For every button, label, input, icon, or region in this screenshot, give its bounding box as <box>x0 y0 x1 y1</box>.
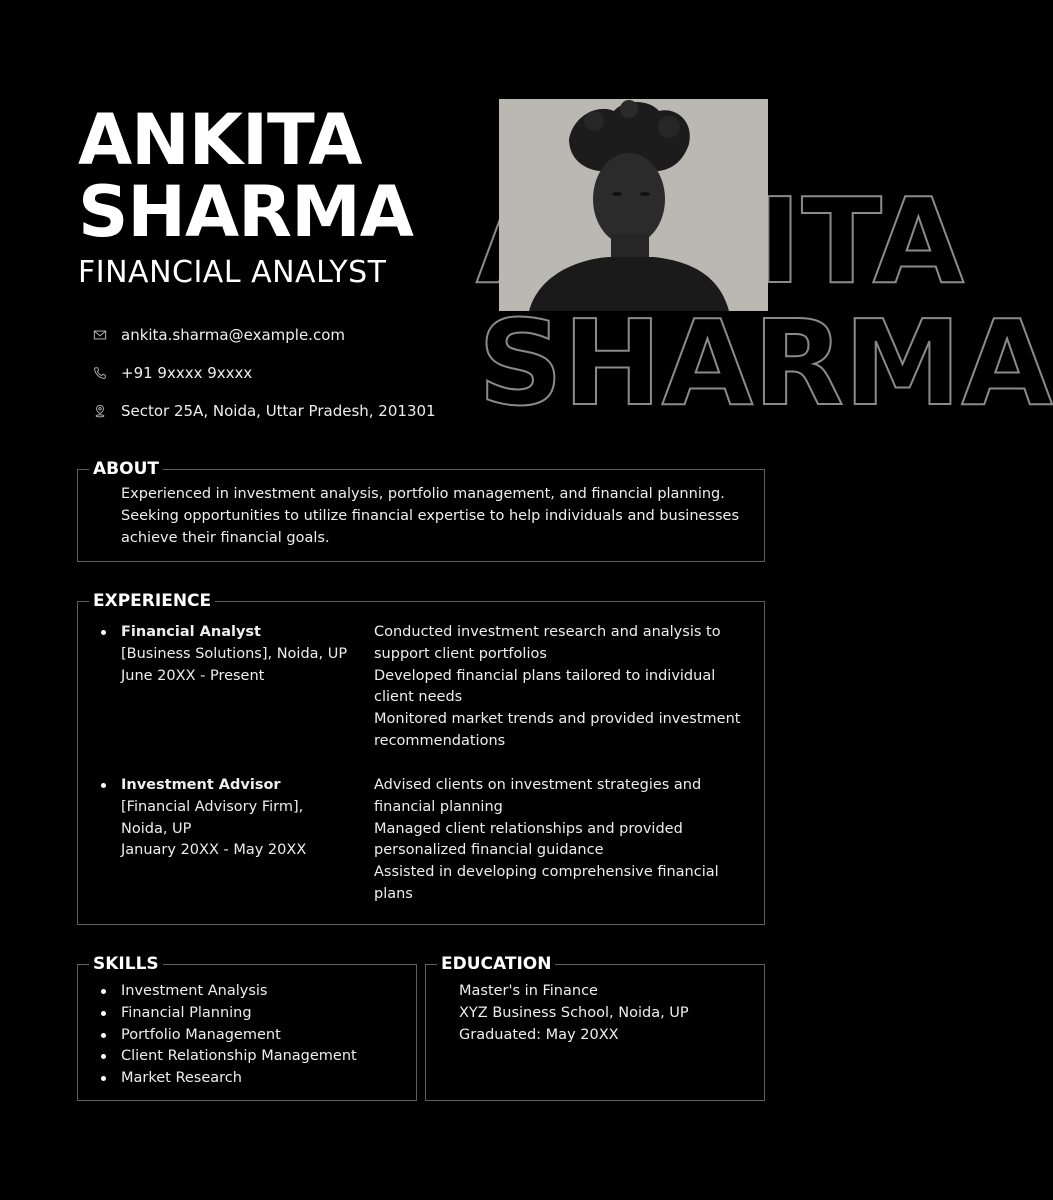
about-heading: ABOUT <box>89 459 163 479</box>
about-line: achieve their financial goals. <box>121 530 330 546</box>
job-role: FINANCIAL ANALYST <box>78 255 387 290</box>
job-title: Investment Advisor <box>121 777 281 793</box>
skill-label: Market Research <box>121 1070 242 1087</box>
skill-label: Financial Planning <box>121 1004 252 1021</box>
graduation-date: Graduated: May 20XX <box>459 1026 619 1043</box>
about-text <box>121 483 751 549</box>
education-details <box>459 981 749 1046</box>
bullet-icon <box>101 1033 106 1038</box>
contact-address <box>92 402 436 420</box>
job-detail-line: Developed financial plans tailored to individual <box>374 667 716 684</box>
job-detail-line: support client portfolios <box>374 645 547 662</box>
skill-item <box>121 1003 411 1025</box>
bullet-icon <box>101 630 106 635</box>
skill-item <box>121 1046 411 1068</box>
about-line: Experienced in investment analysis, portfolio management, and financial planning. <box>121 486 725 502</box>
job-dates: January 20XX - May 20XX <box>121 842 307 859</box>
phone-text: +91 9xxxx 9xxxx <box>121 364 253 382</box>
skill-label: Portfolio Management <box>121 1026 281 1043</box>
skill-label: Client Relationship Management <box>121 1048 357 1065</box>
job-detail-line: personalized financial guidance <box>374 842 604 859</box>
bullet-icon <box>101 783 106 788</box>
location-pin-icon <box>92 403 108 419</box>
last-name: SHARMA <box>78 171 413 253</box>
outline-last-name: SHARMA <box>478 294 1053 432</box>
portrait-illustration <box>499 99 768 311</box>
education-heading: EDUCATION <box>437 954 555 974</box>
email-text: ankita.sharma@example.com <box>121 326 345 344</box>
job-detail-line: Monitored market trends and provided investment <box>374 711 741 728</box>
job-title: Financial Analyst <box>121 624 261 640</box>
job-details <box>374 622 754 753</box>
job-detail-line: Advised clients on investment strategies and <box>374 777 702 793</box>
school: XYZ Business School, Noida, UP <box>459 1004 689 1021</box>
job-detail-line: recommendations <box>374 732 506 749</box>
address-text: Sector 25A, Noida, Uttar Pradesh, 201301 <box>121 402 436 420</box>
job-summary <box>121 622 366 687</box>
job-detail-line: Conducted investment research and analysis to <box>374 624 721 640</box>
job-details <box>374 775 754 906</box>
skill-label: Investment Analysis <box>121 983 268 999</box>
skills-heading: SKILLS <box>89 954 163 974</box>
job-detail-line: plans <box>374 885 413 902</box>
job-detail-line: client needs <box>374 689 463 706</box>
envelope-icon <box>92 327 108 343</box>
bullet-icon <box>101 989 106 994</box>
profile-photo <box>499 99 768 311</box>
experience-heading: EXPERIENCE <box>89 591 215 611</box>
job-detail-line: Managed client relationships and provided <box>374 820 683 837</box>
skill-item <box>121 981 411 1003</box>
job-company: [Financial Advisory Firm], <box>121 798 304 815</box>
job-location: Noida, UP <box>121 820 192 837</box>
first-name: ANKITA <box>78 99 362 181</box>
job-dates: June 20XX - Present <box>121 667 265 684</box>
job-detail-line: Assisted in developing comprehensive financial <box>374 864 719 881</box>
contact-phone[interactable] <box>92 364 252 382</box>
bullet-icon <box>101 1011 106 1016</box>
about-line: Seeking opportunities to utilize financial expertise to help individuals and businesses <box>121 508 740 524</box>
degree: Master's in Finance <box>459 983 598 999</box>
job-detail-line: financial planning <box>374 798 503 815</box>
phone-icon <box>92 365 108 381</box>
job-company: [Business Solutions], Noida, UP <box>121 645 348 662</box>
job-summary <box>121 775 366 862</box>
contact-email[interactable] <box>92 326 345 344</box>
skills-list <box>121 981 411 1090</box>
skill-item <box>121 1025 411 1047</box>
skill-item <box>121 1068 411 1090</box>
